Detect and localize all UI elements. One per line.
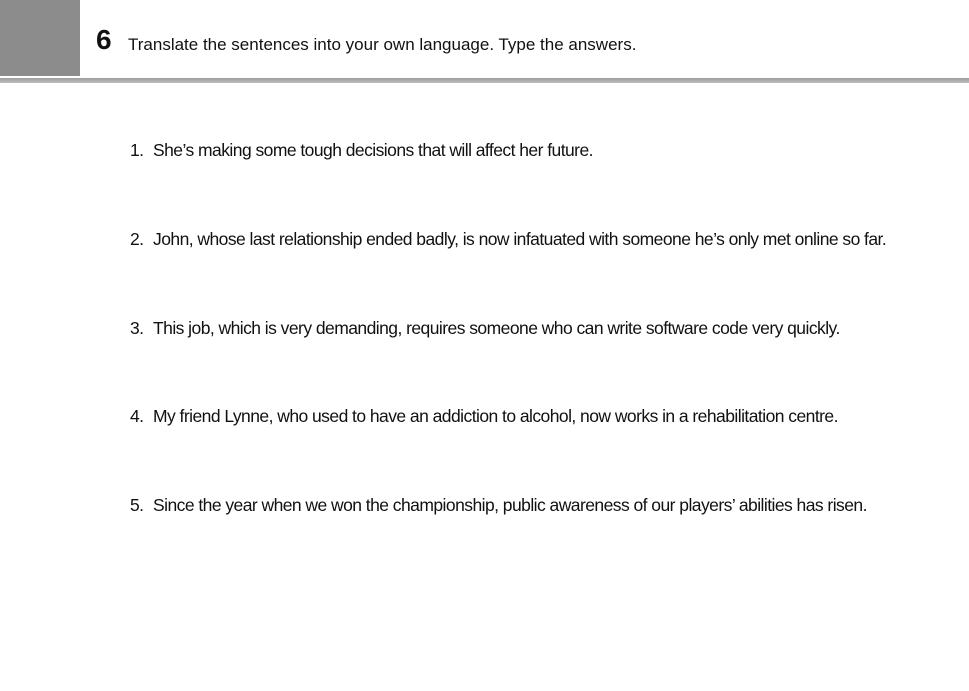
sentence-text: This job, which is very demanding, requires someone who can write software code very quickly. — [153, 318, 840, 338]
sentence-number: 5. — [130, 495, 144, 515]
exercise-number: 6 — [96, 24, 112, 55]
sentence-text: She’s making some tough decisions that will affect her future. — [153, 140, 593, 160]
sentence-item-5 — [130, 493, 960, 582]
sentence-number: 1. — [130, 140, 144, 160]
sentence-item-2 — [130, 227, 960, 316]
sentence-number: 4. — [130, 406, 144, 426]
sentence-text: My friend Lynne, who used to have an addiction to alcohol, now works in a rehabilitation centre. — [153, 406, 838, 426]
sentence-item-4 — [130, 404, 960, 493]
sentence-item-1 — [130, 138, 960, 227]
sentence-text: Since the year when we won the championship, public awareness of our players’ abilities has risen. — [153, 495, 867, 515]
sentence-list — [130, 138, 960, 582]
header-grey-block — [0, 0, 80, 76]
sentence-item-3 — [130, 316, 960, 404]
sentence-text: John, whose last relationship ended badly, is now infatuated with someone he’s only met online so far. — [153, 229, 887, 249]
sentence-number: 3. — [130, 318, 144, 338]
exercise-instruction: Translate the sentences into your own language. Type the answers. — [128, 35, 637, 54]
sentence-number: 2. — [130, 229, 144, 249]
exercise-header — [0, 0, 969, 80]
header-divider — [0, 78, 969, 83]
